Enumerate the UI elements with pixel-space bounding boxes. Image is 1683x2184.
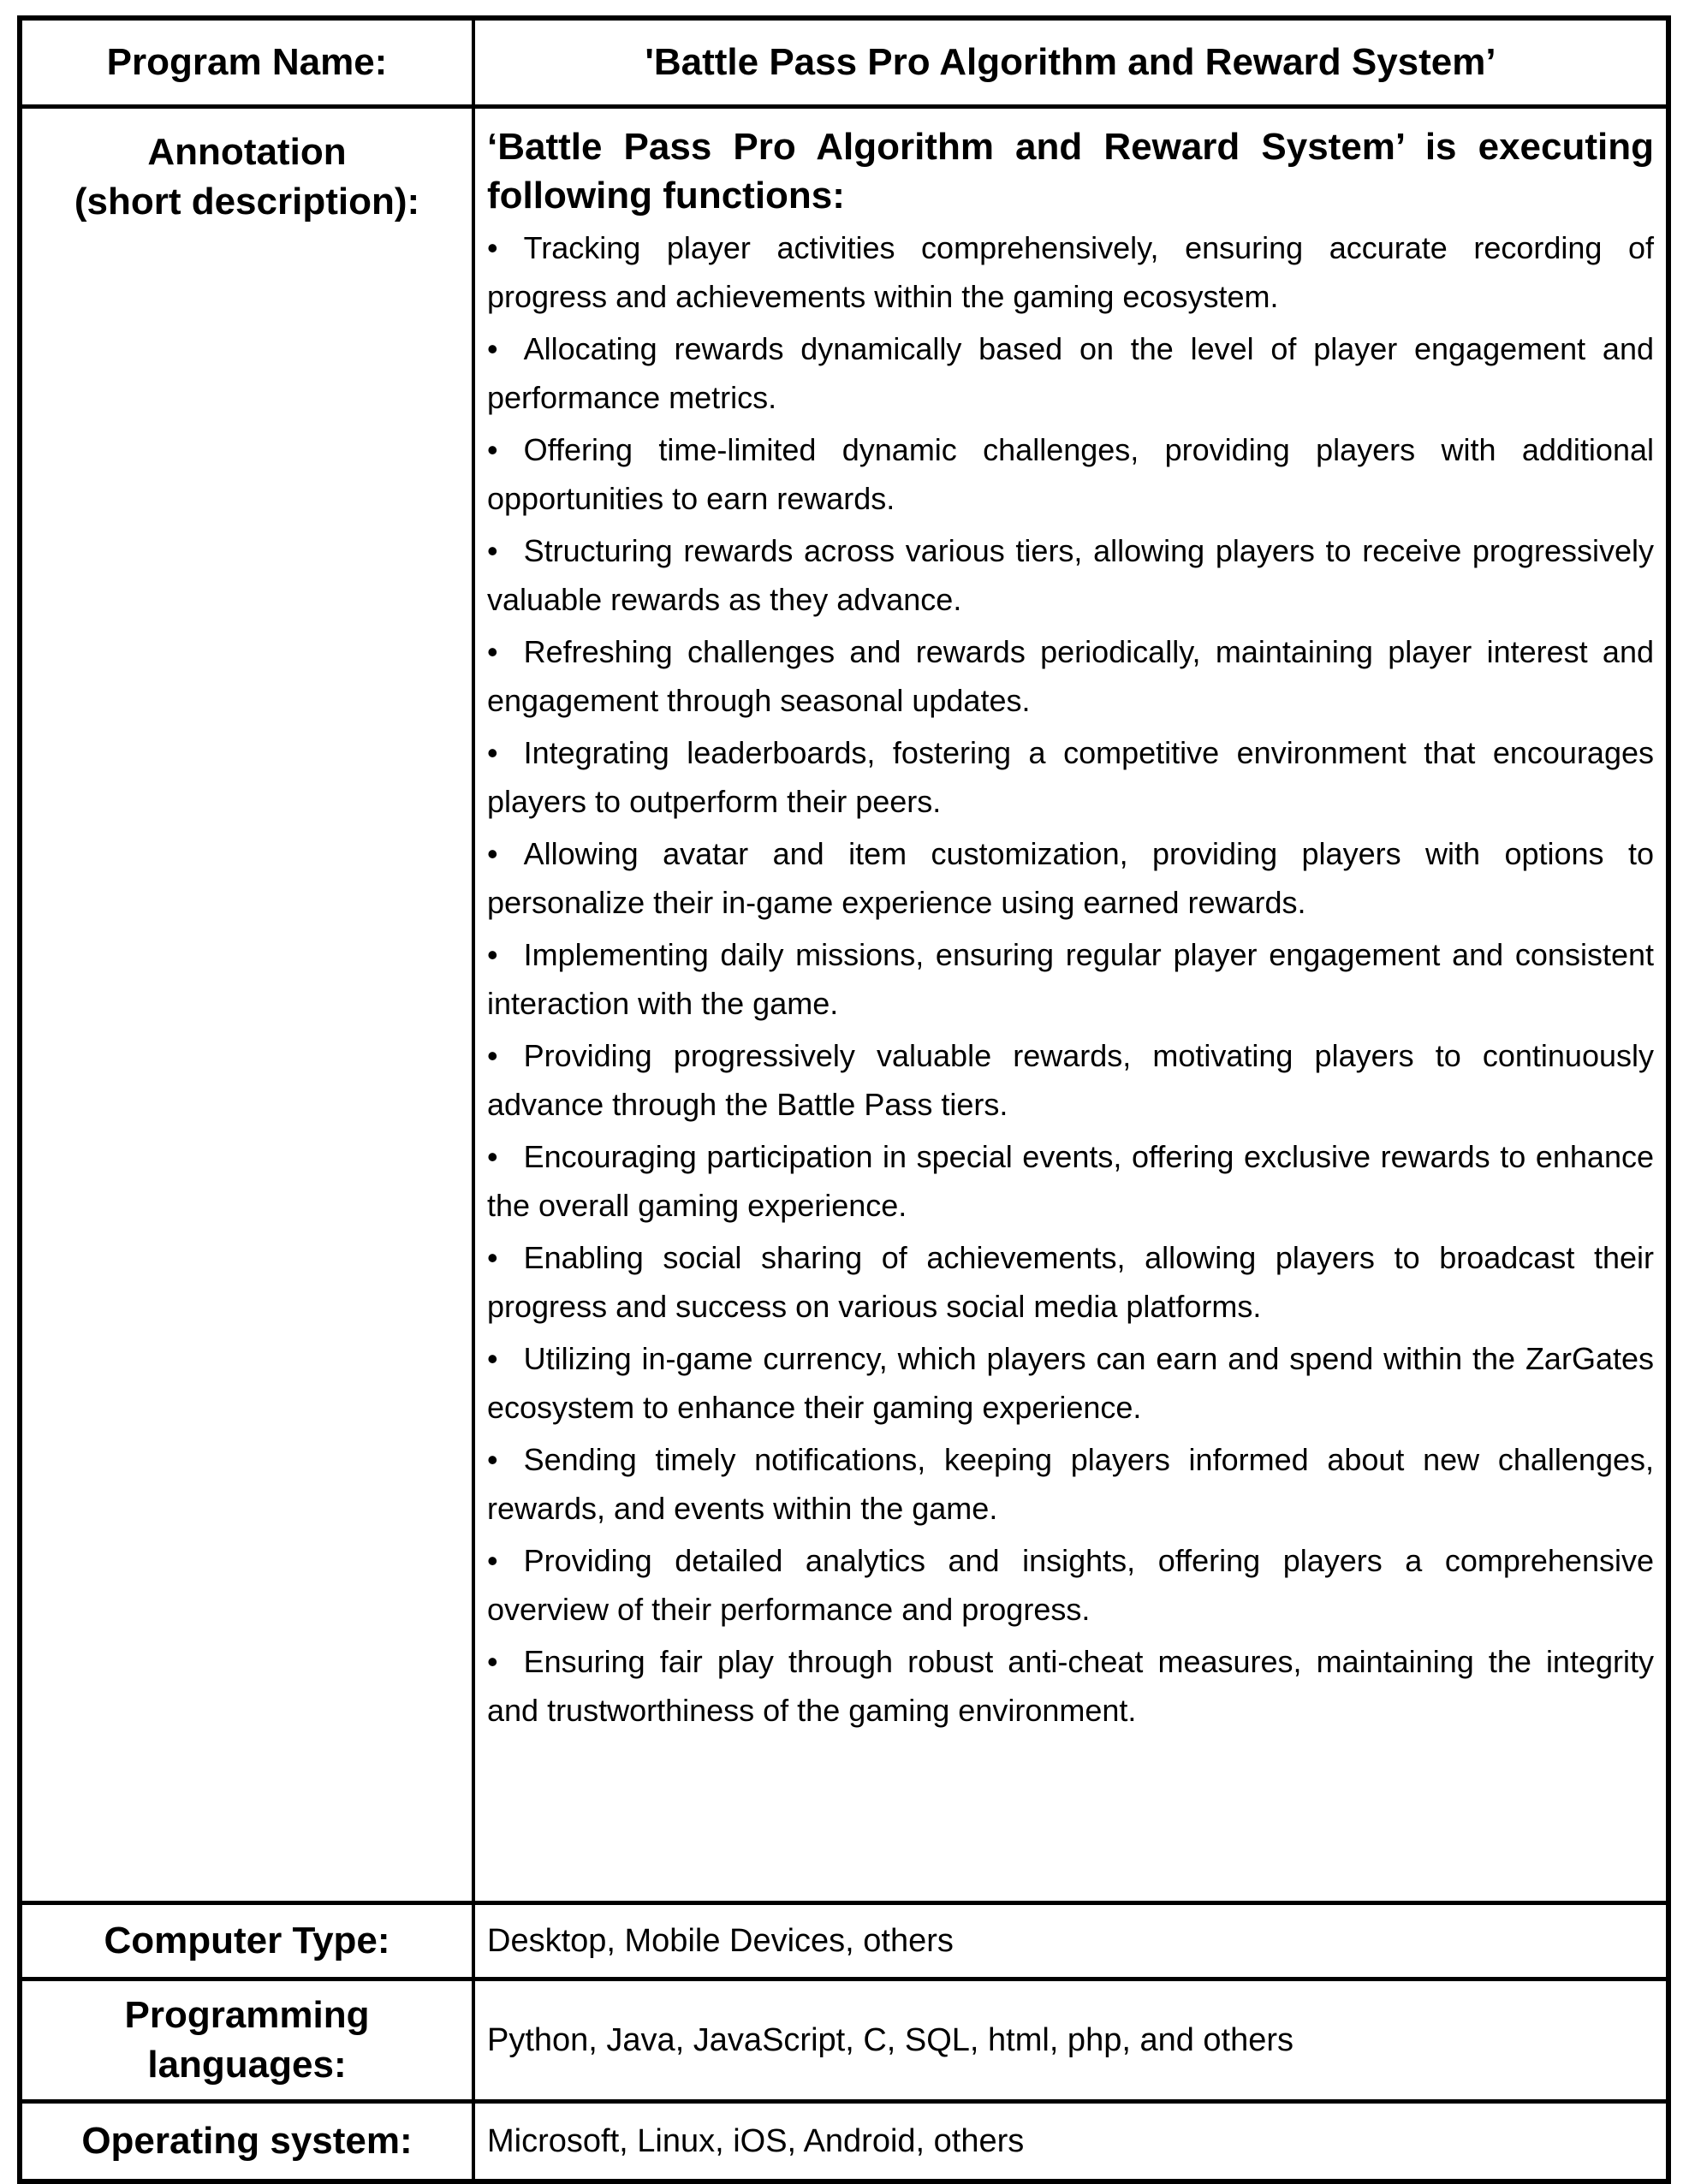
bullet-dot: • <box>487 1240 498 1275</box>
annotation-bullet <box>487 1334 1654 1432</box>
computer-type-value: Desktop, Mobile Devices, others <box>473 1903 1668 1979</box>
bullet-dot: • <box>487 634 498 669</box>
annotation-content <box>473 107 1668 1903</box>
operating-system-value: Microsoft, Linux, iOS, Android, others <box>473 2102 1668 2182</box>
computer-type-label: Computer Type: <box>20 1903 473 1979</box>
programming-languages-label-line2: languages: <box>147 2044 347 2086</box>
annotation-bullet-text: Implementing daily missions, ensuring regular player engagement and consistent interaction with the game. <box>487 937 1654 1021</box>
bullet-dot: • <box>487 230 498 265</box>
annotation-bullet <box>487 1132 1654 1230</box>
bullet-dot: • <box>487 1543 498 1578</box>
row-annotation <box>20 107 1668 1903</box>
annotation-bullet <box>487 829 1654 927</box>
programming-languages-value: Python, Java, JavaScript, C, SQL, html, php, and others <box>473 1979 1668 2102</box>
bullet-dot: • <box>487 1341 498 1376</box>
bullet-dot: • <box>487 432 498 467</box>
bullet-dot: • <box>487 1139 498 1174</box>
row-program-name <box>20 18 1668 107</box>
programming-languages-label-line1: Programming <box>124 1994 370 2036</box>
annotation-bullet <box>487 1031 1654 1129</box>
annotation-bullet <box>487 1435 1654 1533</box>
annotation-bullet-text: Allowing avatar and item customization, providing players with options to personalize their in-game experience using earned rewards. <box>487 836 1654 920</box>
annotation-bullet-text: Encouraging participation in special events, offering exclusive rewards to enhance the overall gaming experience. <box>487 1139 1654 1223</box>
bullet-dot: • <box>487 1644 498 1679</box>
annotation-bullet <box>487 1233 1654 1331</box>
annotation-bullet <box>487 324 1654 422</box>
annotation-bullet-text: Enabling social sharing of achievements, allowing players to broadcast their progress and success on various social media platforms. <box>487 1240 1654 1324</box>
row-operating-system <box>20 2102 1668 2182</box>
annotation-bullet <box>487 1536 1654 1634</box>
annotation-bullet-text: Ensuring fair play through robust anti-cheat measures, maintaining the integrity and trustworthiness of the gaming environment. <box>487 1644 1654 1728</box>
annotation-bullet-text: Allocating rewards dynamically based on the level of player engagement and performance metrics. <box>487 331 1654 415</box>
annotation-bullet-text: Tracking player activities comprehensively, ensuring accurate recording of progress and achievements within the gaming ecosystem. <box>487 230 1654 314</box>
row-programming-languages <box>20 1979 1668 2102</box>
annotation-bullet-text: Offering time-limited dynamic challenges, providing players with additional opportunities to earn rewards. <box>487 432 1654 516</box>
annotation-bullet-text: Sending timely notifications, keeping players informed about new challenges, rewards, and events within the game. <box>487 1442 1654 1526</box>
annotation-bullet-text: Providing progressively valuable rewards, motivating players to continuously advance through the Battle Pass tiers. <box>487 1038 1654 1122</box>
annotation-bullet <box>487 526 1654 624</box>
bullet-dot: • <box>487 836 498 871</box>
annotation-bullet <box>487 728 1654 826</box>
operating-system-label: Operating system: <box>20 2102 473 2182</box>
annotation-bullet <box>487 425 1654 523</box>
annotation-bullet <box>487 627 1654 725</box>
annotation-bullet-text: Providing detailed analytics and insights, offering players a comprehensive overview of their performance and progress. <box>487 1543 1654 1627</box>
programming-languages-label <box>20 1979 473 2102</box>
annotation-intro: ‘Battle Pass Pro Algorithm and Reward System’ is executing following functions: <box>487 126 1654 217</box>
annotation-bullet-text: Utilizing in-game currency, which players can earn and spend within the ZarGates ecosystem to enhance their gaming experience. <box>487 1341 1654 1425</box>
annotation-bullet-text: Integrating leaderboards, fostering a competitive environment that encourages players to outperform their peers. <box>487 735 1654 819</box>
bullet-dot: • <box>487 533 498 568</box>
bullet-dot: • <box>487 1442 498 1477</box>
annotation-label <box>20 107 473 1903</box>
program-name-value: 'Battle Pass Pro Algorithm and Reward System’ <box>473 18 1668 107</box>
bullet-dot: • <box>487 937 498 972</box>
program-name-label: Program Name: <box>20 18 473 107</box>
annotation-bullet-text: Structuring rewards across various tiers, allowing players to receive progressively valuable rewards as they advance. <box>487 533 1654 617</box>
annotation-label-line1: Annotation <box>147 131 347 173</box>
annotation-bullet <box>487 1637 1654 1735</box>
bullet-dot: • <box>487 1038 498 1073</box>
row-computer-type <box>20 1903 1668 1979</box>
document-table <box>17 15 1671 2184</box>
annotation-label-line2: (short description): <box>74 181 420 223</box>
annotation-bullet <box>487 930 1654 1028</box>
bullet-dot: • <box>487 331 498 366</box>
annotation-bullet <box>487 223 1654 321</box>
bullet-dot: • <box>487 735 498 770</box>
annotation-bullet-text: Refreshing challenges and rewards periodically, maintaining player interest and engagement through seasonal updates. <box>487 634 1654 718</box>
